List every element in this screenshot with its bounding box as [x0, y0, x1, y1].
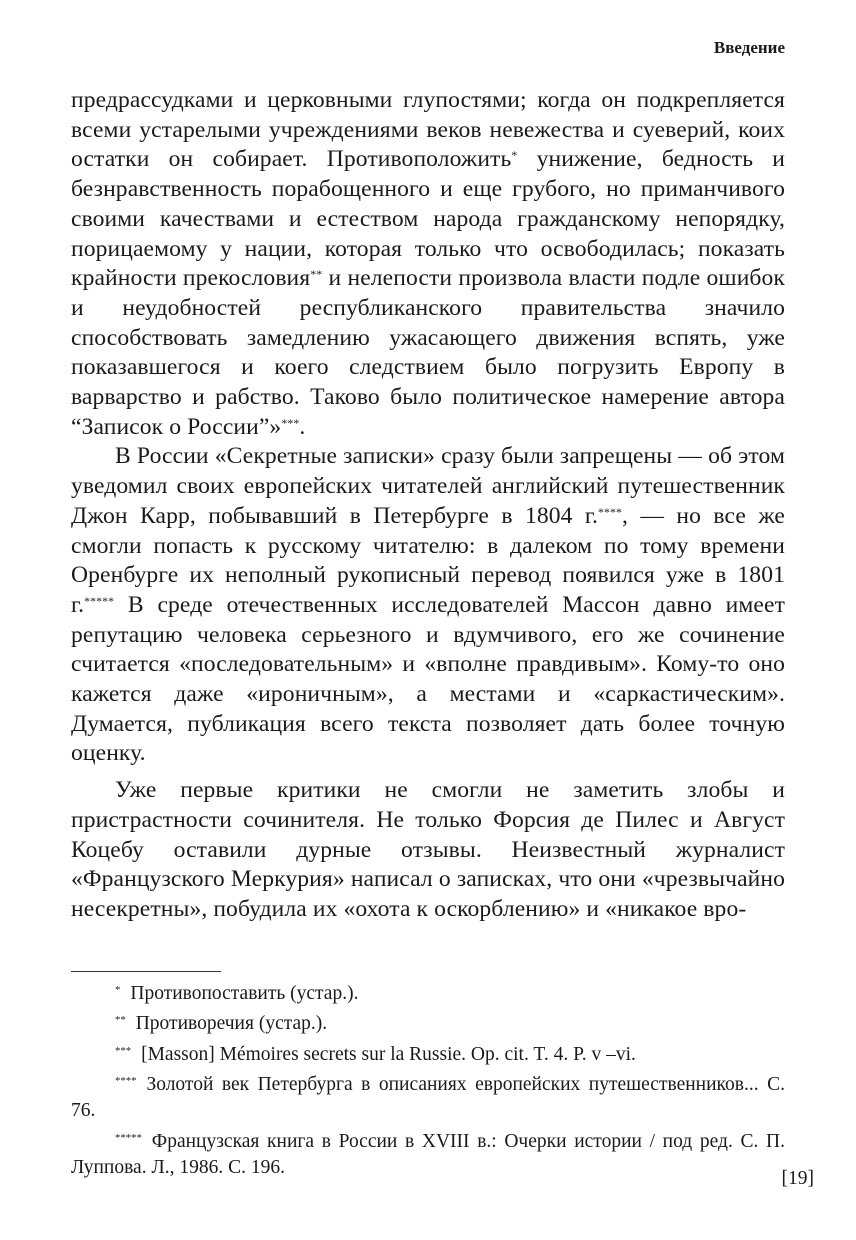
paragraph-3 — [71, 776, 785, 925]
footnote-marker: **** — [115, 1074, 137, 1087]
page-number: [19] — [781, 1168, 814, 1189]
running-head: Введение — [713, 38, 785, 57]
footnote-mark: ** — [310, 267, 323, 282]
footnote-text: Золотой век Петербурга в описаниях европейских путешественников... С. 76. — [71, 1073, 785, 1122]
footnote — [71, 1068, 785, 1125]
footnote-mark: *** — [281, 415, 300, 430]
footnote-text: Противопоставить (устар.). — [130, 982, 359, 1004]
footnote-marker: ***** — [115, 1131, 142, 1144]
paragraph-2-text-2: , — но все же смогли попасть к русскому читателю: в далеком по тому времени Оренбурге их неполный рукописный перевод появился уже в 1801 г. — [71, 502, 785, 618]
paragraph-2-text-1: В России «Секретные записки» сразу были запрещены — об этом уведомил своих европейских читателей английский путешественник Джон Карр, побывавший в Петербурге в 1804 г. — [71, 443, 785, 529]
footnotes — [71, 977, 785, 1181]
footnote — [71, 977, 785, 1007]
footnote-marker: ** — [115, 1014, 126, 1027]
paragraph-2 — [71, 442, 785, 769]
body-text — [71, 86, 785, 925]
paragraph-2-text-3: В среде отечественных исследователей Массон давно имеет репутацию человека серьезного и вдумчивого, его же сочинение считается «последовательным» и «вполне правдивым». Кому-то оно кажется даже «ироничным», а местами и «саркастическим». Думается, публикация всего текста позволяет дать более точную оценку. — [71, 591, 785, 767]
footnote-separator — [71, 971, 221, 972]
paragraph-1-text-3: и нелепости произвола власти подле ошибок и неудобностей республиканского правительства значило способствовать замедлению ужасающего движения вспять, уже показавшегося и коего следствием было погрузить Европу в варварство и рабство. Таково было политическое намерение автора “Записок о России”» — [71, 265, 785, 440]
footnote-marker: *** — [115, 1044, 132, 1057]
footnote-text: Французская книга в России в XVIII в.: Очерки истории / под ред. С. П. Луппова. Л., 1986. С. 196. — [71, 1130, 785, 1178]
footnote-text: [Masson] Mémoires secrets sur la Russie. Op. cit. T. 4. P. v –vi. — [141, 1043, 636, 1065]
footnote-marker: * — [115, 984, 121, 996]
paragraph-1-text-1: предрассудками и церковными глупостями; когда он подкрепляется всеми устарелыми учреждениями веков невежества и суеверий, коих остатки он собирает. Противоположить — [71, 87, 785, 173]
footnote — [71, 1038, 785, 1068]
paragraph-1-text-2: унижение, бедность и безнравственность порабощенного и еще грубого, но приманчивого своими качествами и естеством народа гражданскому непорядку, порицаемому у нации, которая только что освободилась; показать крайности прекословия — [71, 146, 786, 292]
paragraph-1 — [71, 86, 785, 442]
footnote-mark: ***** — [84, 593, 115, 608]
paragraph-3-text-1: Уже первые критики не смогли не заметить злобы и пристрастности сочинителя. Не только Форсия де Пилес и Август Коцебу оставили дурные отзывы. Неизвестный журналист «Французского Меркурия» написал о записках, что они «чрезвычайно несекретны», побудила их «охота к оскорблению» и «никакое вро- — [71, 777, 785, 922]
footnote-mark: * — [511, 148, 518, 163]
footnote-mark: **** — [598, 504, 623, 519]
footnote — [71, 1007, 785, 1037]
paragraph-1-text-4: . — [299, 413, 306, 440]
footnote — [71, 1125, 785, 1182]
footnote-text: Противоречия (устар.). — [135, 1013, 328, 1035]
